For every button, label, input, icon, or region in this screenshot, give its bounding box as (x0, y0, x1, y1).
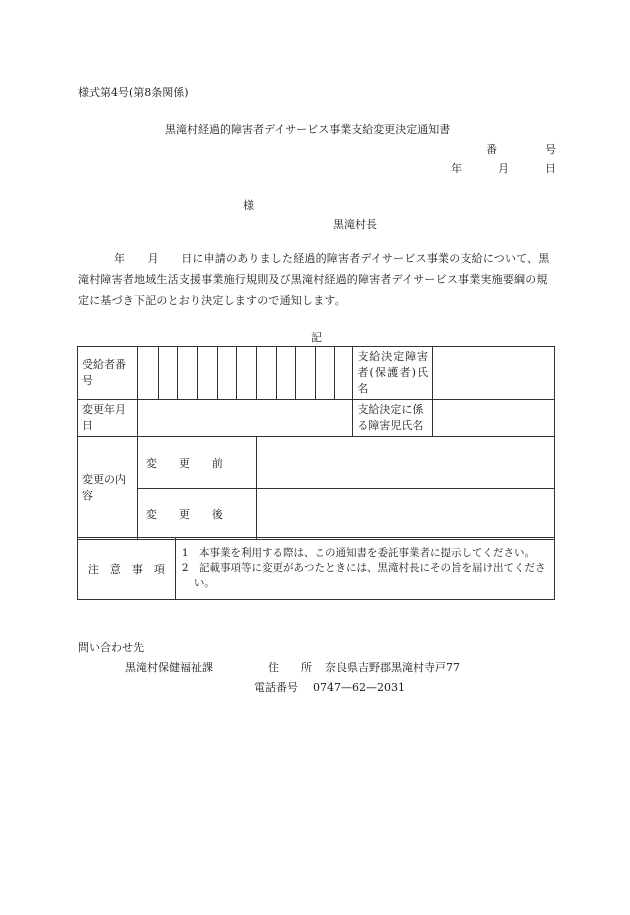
recipient-number-digit (335, 347, 353, 400)
recipient-number-digit (217, 347, 236, 400)
addressee-suffix: 様 (243, 199, 254, 212)
contact-heading: 問い合わせ先 (78, 641, 144, 654)
note-item: 2 記載事項等に変更があつたときには、黒滝村長にその旨を届け出てください。 (181, 562, 546, 589)
recipient-number-digit (276, 347, 296, 400)
decision-child-value (433, 400, 555, 437)
before-label: 変 更 前 (137, 437, 256, 489)
recipient-number-digit (236, 347, 256, 400)
recipient-number-digit (158, 347, 177, 400)
decision-child-label: 支給決定に係る障害児氏名 (353, 400, 433, 437)
after-value (256, 489, 554, 540)
recipient-number-digit (137, 347, 158, 400)
ki-heading: 記 (311, 331, 322, 344)
change-content-label: 変更の内容 (78, 437, 138, 540)
recipient-number-digit (197, 347, 217, 400)
recipient-number-digit (177, 347, 197, 400)
date-month-label: 月 (498, 162, 509, 175)
number-line (486, 144, 556, 155)
notes-table (77, 537, 555, 600)
number-label-ban: 番 (486, 143, 497, 156)
document-title: 黒滝村経過的障害者デイサービス事業支給変更決定通知書 (165, 123, 451, 136)
body-paragraph: 年 月 日に申請のありました経過的障害者デイサービス事業の支給について、黒滝村障害者地域生活支援事業施行規則及び黒滝村経過的障害者デイサービス事業実施要綱の規定に基づき下記のとおり決定しますので通知します。 (78, 252, 550, 307)
contact-phone-label: 電話番号 (254, 681, 298, 694)
recipient-number-digit (296, 347, 316, 400)
contact-phone: 0747—62—2031 (313, 681, 405, 694)
decision-table (77, 346, 555, 540)
recipient-number-label: 受給者番号 (78, 347, 138, 400)
contact-address: 奈良県吉野郡黒滝村寺戸77 (325, 661, 460, 674)
before-value (256, 437, 554, 489)
notes-label: 注 意 事 項 (78, 538, 176, 600)
date-year-label: 年 (451, 162, 462, 175)
form-number: 様式第4号(第8条関係) (78, 86, 189, 99)
number-label-go: 号 (545, 143, 556, 156)
date-day-label: 日 (545, 162, 556, 175)
note-item: 1 本事業を利用する際は、この通知書を委託事業者に提示してください。 (181, 547, 535, 559)
change-date-label: 変更年月日 (78, 400, 138, 437)
decision-person-value (433, 347, 555, 400)
after-label: 変 更 後 (137, 489, 256, 540)
decision-person-label: 支給決定障害者(保護者)氏名 (353, 347, 433, 400)
change-date-value (137, 400, 352, 437)
contact-address-label: 住 所 (268, 661, 312, 674)
issuer: 黒滝村長 (333, 218, 377, 231)
recipient-number-digit (316, 347, 335, 400)
date-line (451, 163, 556, 174)
recipient-number-digit (256, 347, 276, 400)
contact-department: 黒滝村保健福祉課 (125, 661, 213, 674)
notes-items (175, 538, 554, 600)
